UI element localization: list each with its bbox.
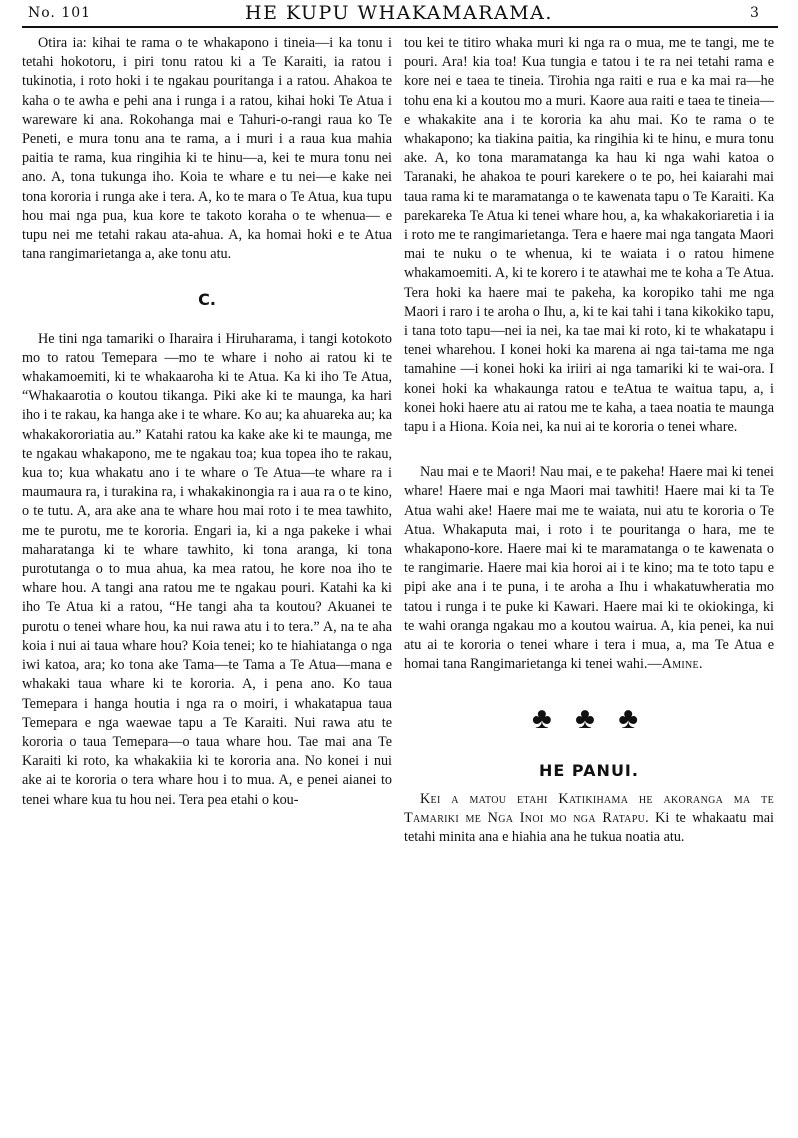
- running-title: HE KUPU WHAKAMARAMA.: [245, 2, 553, 24]
- paragraph: Otira ia: kihai te rama o te whakapono i tineia—i ka tonu i tetahi hokotoru, i piri tonu ratou ki a Te Karaiti, ia ratou i tukinotia, i roto hoki i te ngakau pouritanga i a ratou. Ahakoa te kaha o te awha e pehi ana i runga i a ratou, kihai hoki Te Atua i wareware ki ana. Rokohanga mai e Tahuri-o-rangi raua ko Te Peneti, e mura tonu ana te rama, a i muri i a raua kua mahia paitia te rama, kua ringihia ki te hinu—a, kei te mura tonu nei ano. A, tona tukunga iho. Koia te whare e tu nei—e kake nei tona kororia i runga ake i tera. A, ko te mara o Te Atua, kua tupu hou mai nga pua, kua kore te takoto koraha o te whenua— e tupu nei me tetahi rakau ata-ahua. A, ka homai hoki e te Atua tana rangimarietanga a, ake tonu atu.: [22, 35, 392, 263]
- signature: Amine.: [661, 656, 703, 673]
- paragraph: He tini nga tamariki o Iharaira i Hiruharama, i tangi kotokoto mo to ratou Temepara —mo te whare i noho ai ratou ki te whakamoemiti, ki te whakaaroha ki te Atua. Ka ki iho Te Atua, “Whakaarotia o koutou tikanga. Piki ake ki te maunga, ka hari iho i te rakau, ka hanga ake i te whare. Ko au; ka ahuareka au; ka whakakororiatia au.” Katahi ratou ka kake ake ki te maunga, me te ngakau whakapono, me te ngakau toa; kua topea iho te rakau, kua to; kua whakatu ano i te whare o Te Atua—te whare ra i maumaura ra, i turakina ra, i whakakinongia ra i aua ra o te kino, o te tutu. A, ara ake ana te whare hou mai roto i te mea tawhito, me te purotu, me te kororia. Engari ia, ki a nga pakeke i whai maharatanga ki te whare tawhito, ki tona aranga, ki tona purotutanga o to mua ahua, ka mea ratou, he kore noa iho te whare hou. A tangi ana ratou me te ngakau pouri. Katahi ka ki iho Te Atua ki a ratou, “He tangi aha ta koutou? Akuanei te purotu o tenei whare hou, ka nui rawa atu i to tera.” A, na te aha koia i nui ai taua whare hou? Koia tenei; ko te hiahiatanga o nga iwi katoa, ara; ko tona ake Tama—te Tama a Te Atua—mana e whakaki taua whare ki te kororia. A, i pena ano. Ko taua Temepara i hanga houtia i nga ra o moiri, i whakatapua taua Temepara e nga waewae tapu a Te Karaiti. Nui rawa atu te kororia o taua Temepara—o taua whare hou. Tae mai ana Te Karaiti ki roto, ka whakakiia ki te kororia ana. No konei i nui ake ai te kororia o tera whare hou i to mua. A, e penei aianei to tenei whare kua tu hou nei. Tera pea etahi o kou-: [22, 330, 392, 808]
- right-column: [404, 34, 774, 847]
- notice-heading: HE PANUI.: [539, 760, 639, 780]
- left-column: [22, 34, 392, 810]
- page-number: 3: [750, 5, 759, 21]
- issue-number: No. 101: [28, 5, 92, 21]
- page-header: [0, 0, 798, 30]
- section-heading: C.: [198, 290, 216, 310]
- club-ornament-icon: ♣ ♣ ♣: [531, 701, 647, 735]
- paragraph-continued: tou kei te titiro whaka muri ki nga ra o mua, me te tangi, me te pouri. Ara! kia toa! Kua tungia e tatou i te ra nei tetahi rama e kore nei e taea te tineia. Tirohia nga raiti e rua e ka mai ra—he tohu ena ki a koutou mo a muri. Kaore aua raiti e taea te tineia—e whakakite ana i te kororia ka ahu mai. Ko te rama o te whakapono; ka tiakina paitia, ka ringihia ki te hinu, e mura tonu ake. A, ko tona maramatanga ka hau ki nga wahi katoa o Taranaki, he ahakoa te pouri karekere o te po, hei kaiarahi mai taua rama ki te maramatanga o te kawenata tapu o Te Karaiti. Ka parekareka Te Atua ki tenei whare hou, a, ka whakakoriaretia i ia i roto me te rangimarietanga. Tera e haere mai nga tangata Maori mai te nuku o te whenua, ki te waiata i o ratou himene whakamoemiti. A, ki te korero i te atawhai me te koha a Te Atua. Tera hoki ka haere mai te pakeha, ka koropiko tahi me nga Maori i raro i te aroha o Ihu, a, ki te kai tahi i tana kikokiko tapu, i tana toto tapu—nei ia nei, ka tae mai ki roto, ki te whakatapu i tenei wharehou. I konei hoki ka marena ai nga tai-tama me nga tamahine —i konei hoki ka iriiri ai nga tamariki ki te wai-ora. I konei hoki ka whakaunga ratou e teAtua te waitua tapu, a, i konei hoki haere atu ai ratou me te kaha, a taea noatia te maunga tapu i a Hiona. Koia nei, ka nui ai te kororia o tenei whare.: [404, 35, 774, 436]
- paragraph: [404, 463, 774, 674]
- header-rule: [22, 26, 778, 28]
- notice-text: Ki te whakaatu mai tetahi minita ana e hiahia ana he tukua noatia atu.: [404, 809, 774, 846]
- notice-paragraph: [404, 790, 774, 848]
- closing-text: Nau mai e te Maori! Nau mai, e te pakeha! Haere mai ki tenei whare! Haere mai e nga Maori mai tawhiti! Haere mai ki ta Te Atua wahi ake! Haere mai me te waiata, nui atu te kororia o Te Atua. Whakaputa mai, i roto i te pouritanga o hara, me te whakapono-kore. Haere mai ki te maramatanga o te kawenata o te rangimarie. Haere mai kia horoi ai i te kino; ma te toto tapu e pipi ake ana i te puna, i te aroha a Ihu i whakatuwheratia mo tatou i runga i te puke ki Kawari. Haere mai ki te okiokinga, ki te wahi oranga ngakau mo a koutou wairua. A, kia penei, ka nui atu ai te kororia o tenei whare i tera i mua, a, ma Te Atua e homai tana Rangimarietanga ki tenei wahi.—: [404, 464, 774, 673]
- notice-title: Kei a matou etahi Katikihama he akoranga ma te Tamariki me Nga Inoi mo nga Ratapu.: [404, 790, 774, 826]
